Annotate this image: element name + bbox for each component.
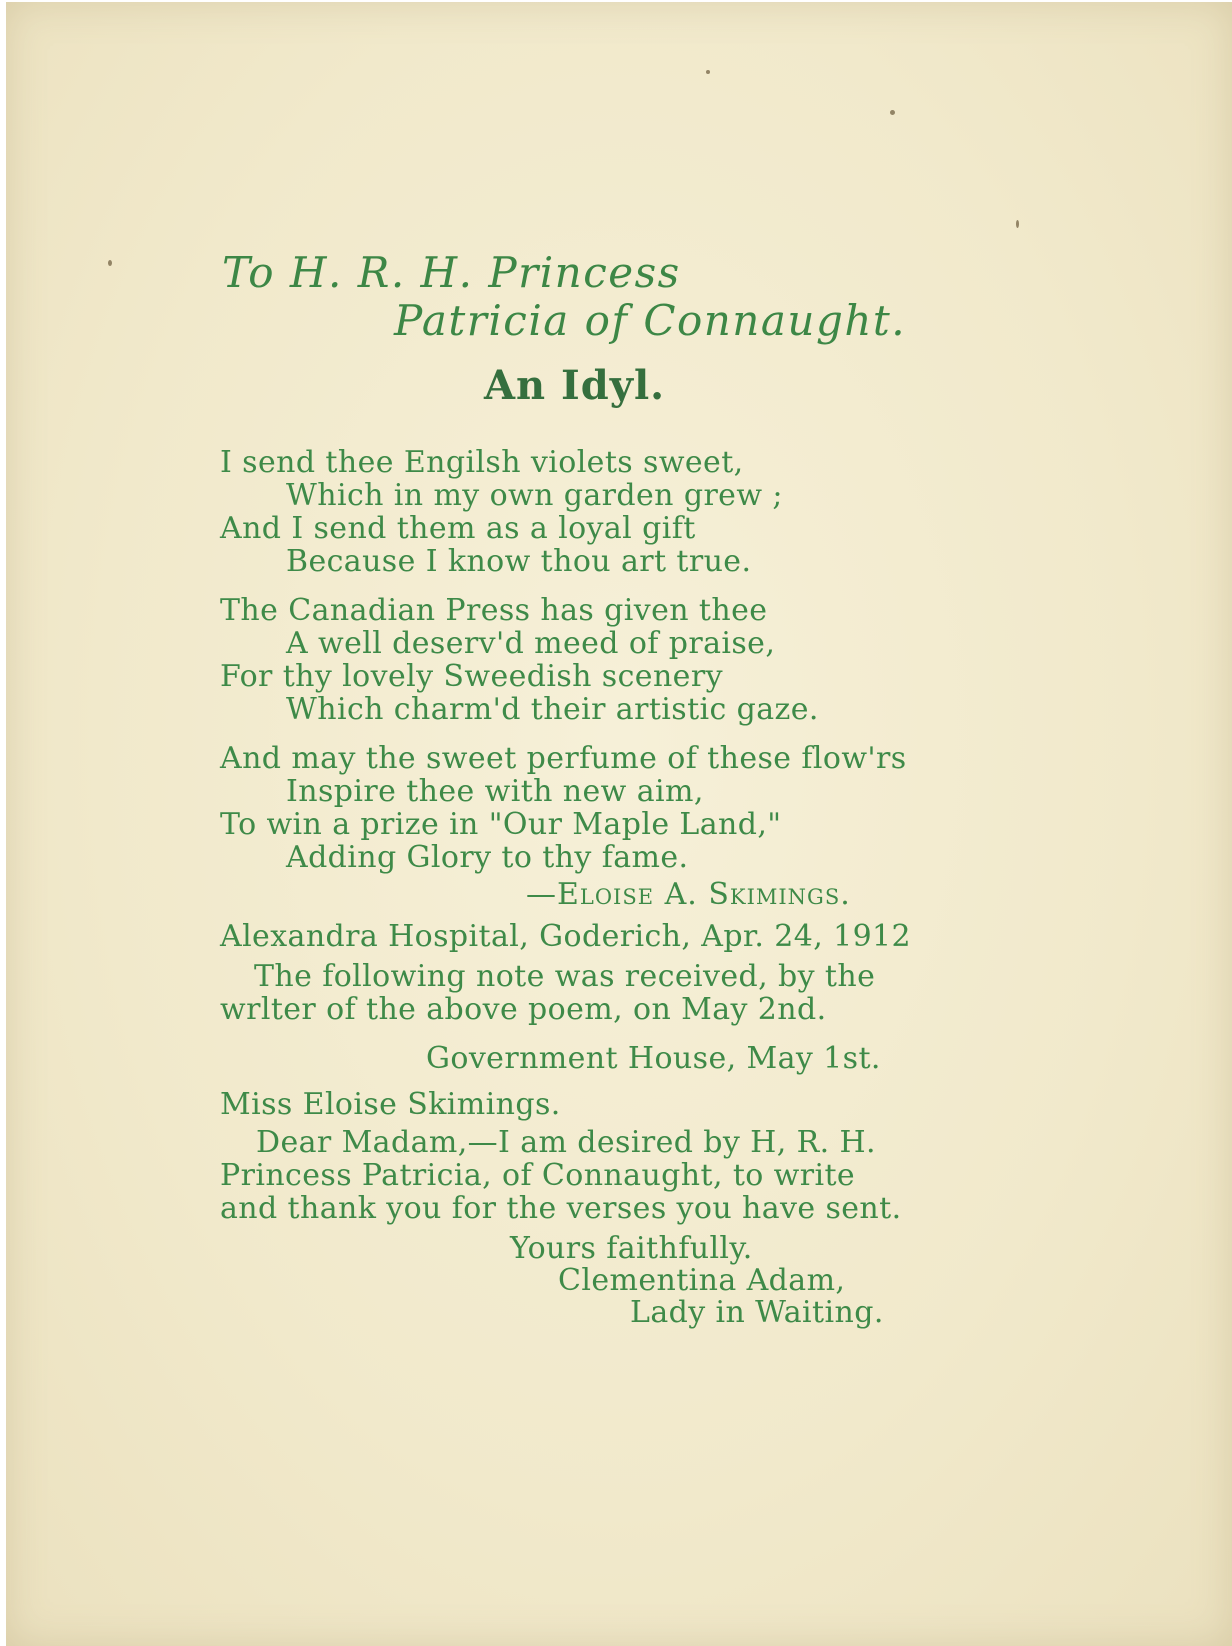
paper-speck bbox=[1016, 220, 1019, 228]
poem-line: For thy lovely Sweedish scenery bbox=[220, 659, 723, 694]
poem-line: Because I know thou art true. bbox=[286, 544, 752, 579]
poem-heading: An Idyl. bbox=[484, 362, 666, 409]
paper-speck bbox=[706, 70, 710, 74]
letter-place-date: Government House, May 1st. bbox=[426, 1041, 881, 1076]
letter-body-line: Dear Madam,—I am desired by H, R. H. bbox=[256, 1125, 876, 1160]
poem-line: To win a prize in "Our Maple Land," bbox=[220, 807, 782, 842]
letter-body-line: Princess Patricia, of Connaught, to write bbox=[220, 1158, 856, 1193]
poem-line: The Canadian Press has given thee bbox=[220, 593, 768, 628]
letter-signer: Clementina Adam, bbox=[558, 1263, 846, 1298]
printed-card bbox=[6, 2, 1232, 1646]
poem-line: Adding Glory to thy fame. bbox=[286, 840, 689, 875]
dateline: Alexandra Hospital, Goderich, Apr. 24, 1912 bbox=[220, 919, 912, 954]
note-intro-line: wrlter of the above poem, on May 2nd. bbox=[220, 992, 827, 1027]
paper-speck bbox=[108, 260, 112, 266]
letter-recipient: Miss Eloise Skimings. bbox=[220, 1087, 561, 1122]
poem-line: And I send them as a loyal gift bbox=[220, 511, 696, 546]
poem-line: And may the sweet perfume of these flow'rs bbox=[220, 741, 907, 776]
paper-speck bbox=[890, 110, 895, 115]
poem-line: I send thee Engilsh violets sweet, bbox=[220, 445, 744, 480]
poem-line: Which in my own garden grew ; bbox=[286, 478, 783, 513]
letter-body-line: and thank you for the verses you have sent. bbox=[220, 1191, 902, 1226]
dedication-title-line-2: Patricia of Connaught. bbox=[394, 296, 907, 345]
letter-signer-title: Lady in Waiting. bbox=[630, 1295, 884, 1330]
poem-line: Inspire thee with new aim, bbox=[286, 774, 704, 809]
letter-closing: Yours faithfully. bbox=[510, 1231, 753, 1266]
note-intro-line: The following note was received, by the bbox=[254, 959, 876, 994]
poem-line: A well deserv'd meed of praise, bbox=[286, 626, 776, 661]
poem-line: Which charm'd their artistic gaze. bbox=[286, 692, 819, 727]
poem-author: —Eloise A. Skimings. bbox=[526, 877, 851, 912]
dedication-title-line-1: To H. R. H. Princess bbox=[222, 248, 681, 297]
